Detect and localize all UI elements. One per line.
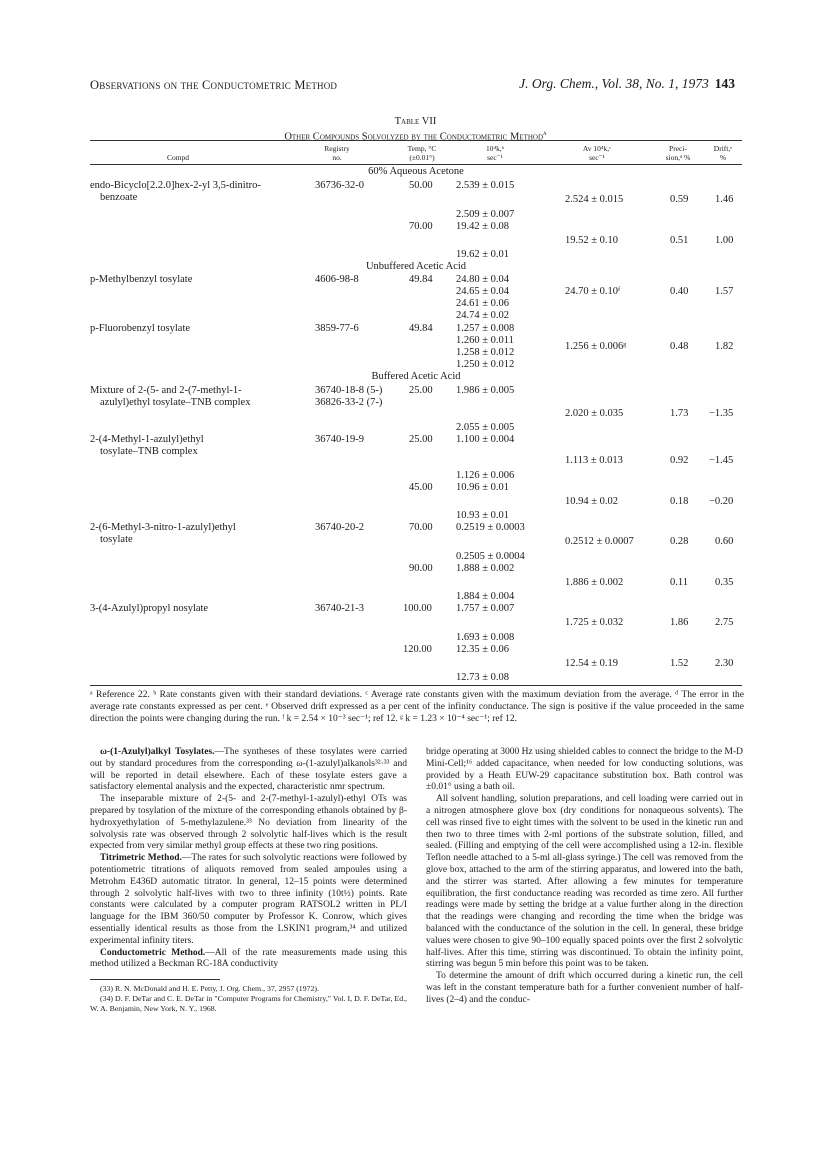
temperature: 49.84: [409, 274, 433, 285]
drift: 1.57: [715, 286, 734, 297]
temperature: 90.00: [409, 563, 433, 574]
col-header-line1: 10⁴k,ᵇ: [485, 144, 505, 153]
drift: 1.46: [715, 194, 734, 205]
registry-no: 4606-98-8: [315, 274, 359, 285]
compound-name: 3-(4-Azulyl)propyl nosylate: [90, 603, 209, 614]
drift: −1.45: [709, 455, 734, 466]
section-heading: Buffered Acetic Acid: [371, 371, 461, 382]
average-rate: 1.725 ± 0.032: [565, 617, 624, 628]
col-header-line1: Preci-: [669, 144, 687, 153]
temperature: 70.00: [409, 221, 433, 232]
temperature: 45.00: [409, 482, 433, 493]
registry-no: 36740-20-2: [315, 522, 364, 533]
drift: 2.75: [715, 617, 734, 628]
precision: 0.51: [670, 235, 689, 246]
paragraph-text: —All of the rate measurements made using this method utilized a Beckman RC-18A conductivity: [90, 947, 407, 970]
rate-constant: 10.96 ± 0.01: [456, 482, 510, 493]
page-number: 143: [714, 76, 735, 91]
col-header-drift: [704, 144, 742, 162]
paragraph: [90, 948, 407, 972]
precision: 1.86: [670, 617, 689, 628]
average-rate: 1.256 ± 0.006ᵍ: [565, 341, 627, 352]
average-rate: 0.2512 ± 0.0007: [565, 536, 634, 547]
table-bottom-rule: [90, 685, 742, 686]
col-header-registry: [312, 144, 362, 162]
average-rate: 2.524 ± 0.015: [565, 194, 624, 205]
right-column: [426, 747, 743, 1007]
col-header-line2: Compd: [166, 153, 190, 162]
registry-no: 36826-33-2 (7-): [315, 397, 383, 408]
rate-constant: 10.93 ± 0.01: [456, 510, 510, 521]
compound-name: Mixture of 2-(5- and 2-(7-methyl-1-: [90, 385, 242, 396]
paragraph-text: —The rates for such solvolytic reactions were followed by potentiometric titrations of aliquots removed from sealed ampoules using a Metrohm E436D automatic titrator. In general, 12–15 points were determined through 2 solvolytic half-lives with two to three infinity (10t½) points. Rate constants were calculated by a computer program RATSOL2 written in PL/I language for the IBM 360/50 computer by Professor K. Conrow, which gives essentially identical results as those from the LSKIN1 program,³⁴ and utilized experimental infinity titers.: [90, 853, 407, 946]
temperature: 100.00: [403, 603, 432, 614]
rate-constant: 2.509 ± 0.007: [456, 209, 515, 220]
rate-constant: 1.986 ± 0.005: [456, 385, 515, 396]
left-column: [90, 747, 407, 1014]
temperature: 50.00: [409, 180, 433, 191]
col-header-line1: Drift,ᵉ: [713, 144, 733, 153]
drift: −0.20: [709, 496, 734, 507]
rate-constant: 0.2519 ± 0.0003: [456, 522, 525, 533]
average-rate: 1.113 ± 0.013: [565, 455, 623, 466]
average-rate: 10.94 ± 0.02: [565, 496, 619, 507]
rate-constant: 1.884 ± 0.004: [456, 591, 515, 602]
precision: 0.40: [670, 286, 689, 297]
drift: −1.35: [709, 408, 734, 419]
col-header-line2: sion,ᵈ %: [665, 153, 691, 162]
data-table: [90, 140, 742, 683]
precision: 0.92: [670, 455, 689, 466]
section-heading: Unbuffered Acetic Acid: [365, 261, 467, 272]
rate-constant: 24.74 ± 0.02: [456, 310, 510, 321]
paragraph-text: —The syntheses of these tosylates were carried out by standard procedures from the corresponding ω-(1-azulyl)alkanols³²·³³ and will be reported in detail elsewhere. Each of these tosylate esters gave a satisfactory elemental analysis and the expected, characteristic nmr spectrum.: [90, 747, 407, 793]
temperature: 70.00: [409, 522, 433, 533]
rate-constant: 24.80 ± 0.04: [456, 274, 510, 285]
compound-name: endo-Bicyclo[2.2.0]hex-2-yl 3,5-dinitro-: [90, 180, 261, 191]
compound-name-cont: azulyl)ethyl tosylate–TNB complex: [100, 397, 251, 408]
table-footnotes: ᵃ Reference 22. ᵇ Rate constants given with their standard deviations. ᶜ Average rate constants given with the maximum deviation from the average. ᵈ The error in the average rate constants expressed as per cent. ᵉ Observed drift expressed as a per cent of the infinity conductance. The sign is positive if the value proceeded in the same direction the points were changing during the run. ᶠ k = 2.54 × 10⁻³ sec⁻¹; ref 12. ᵍ k = 1.23 × 10⁻⁴ sec⁻¹; ref 12.: [90, 690, 744, 724]
references: [90, 984, 407, 1014]
precision: 1.73: [670, 408, 689, 419]
col-header-line2: sec⁻¹: [589, 153, 605, 162]
drift: 2.30: [715, 658, 734, 669]
temperature: 25.00: [409, 434, 433, 445]
table-title-mark: a: [543, 129, 547, 137]
rate-constant: 2.539 ± 0.015: [456, 180, 515, 191]
table-header-rule: [90, 164, 742, 165]
rate-constant: 19.42 ± 0.08: [456, 221, 510, 232]
section-heading: 60% Aqueous Acetone: [368, 166, 464, 177]
col-header-line1: Av 10⁴k,ᶜ: [582, 144, 612, 153]
table-title-text: Other Compounds Solvolyzed by the Conductometric Method: [284, 131, 544, 143]
rate-constant: 1.257 ± 0.008: [456, 323, 515, 334]
rate-constant: 24.65 ± 0.04: [456, 286, 510, 297]
rate-constant: 1.258 ± 0.012: [456, 347, 515, 358]
rate-constant: 1.250 ± 0.012: [456, 359, 515, 370]
precision: 0.48: [670, 341, 689, 352]
rate-constant: 12.73 ± 0.08: [456, 672, 510, 683]
compound-name-cont: tosylate: [100, 534, 133, 545]
drift: 0.35: [715, 577, 734, 588]
average-rate: 1.886 ± 0.002: [565, 577, 624, 588]
rate-constant: 12.35 ± 0.06: [456, 644, 510, 655]
compound-name: 2-(6-Methyl-3-nitro-1-azulyl)ethyl: [90, 522, 236, 533]
col-header-line1: Temp, °C: [407, 144, 437, 153]
col-header-avk: [562, 144, 632, 162]
average-rate: 19.52 ± 0.10: [565, 235, 619, 246]
registry-no: 36736-32-0: [315, 180, 364, 191]
paragraph: [90, 853, 407, 947]
compound-name: p-Fluorobenzyl tosylate: [90, 323, 191, 334]
precision: 1.52: [670, 658, 689, 669]
section-heading: Titrimetric Method.: [100, 853, 182, 864]
reference-33: (33) R. N. McDonald and H. E. Petty, J. Org. Chem., 37, 2957 (1972).: [100, 984, 319, 994]
col-header-temp: [397, 144, 447, 162]
compound-name-cont: tosylate–TNB complex: [100, 446, 198, 457]
compound-name-cont: benzoate: [100, 192, 138, 203]
rate-constant: 1.888 ± 0.002: [456, 563, 515, 574]
paragraph: [90, 747, 407, 794]
paragraph: The inseparable mixture of 2-(5- and 2-(7-methyl-1-azulyl)-ethyl OTs was prepared by tosylation of the mixture of the corresponding ethanols obtained by β-hydroxyethylation of 5-methylazulene.³³ No deviation from linearity of the solvolysis rate was observed through 2 solvolytic half-lives which is the result expected from very similar methyl group effects at these two ring positions.: [90, 794, 407, 852]
col-header-line2: %: [719, 153, 727, 162]
journal-citation: J. Org. Chem., Vol. 38, No. 1, 1973: [519, 76, 709, 91]
rate-constant: 2.055 ± 0.005: [456, 422, 515, 433]
compound-name: p-Methylbenzyl tosylate: [90, 274, 193, 285]
rate-constant: 0.2505 ± 0.0004: [456, 551, 525, 562]
section-heading: Conductometric Method.: [100, 947, 206, 958]
reference-34: (34) D. F. DeTar and C. E. DeTar in "Computer Programs for Chemistry," Vol. I, D. F. DeTar, Ed., W. A. Benjamin, New York, N. Y., 1968.: [90, 994, 407, 1014]
registry-no: 36740-21-3: [315, 603, 364, 614]
temperature: 49.84: [409, 323, 433, 334]
rate-constant: 1.757 ± 0.007: [456, 603, 515, 614]
col-header-precision: [658, 144, 698, 162]
paragraph: To determine the amount of drift which occurred during a kinetic run, the cell was left in the constant temperature bath for a further convenient number of half-lives (2–4) and the conduc-: [426, 971, 743, 1005]
col-header-line2: (±0.01°): [409, 153, 435, 162]
col-header-k: [470, 144, 520, 162]
drift: 1.00: [715, 235, 734, 246]
compound-name: 2-(4-Methyl-1-azulyl)ethyl: [90, 434, 204, 445]
running-header-right: [519, 76, 735, 92]
rate-constant: 1.126 ± 0.006: [456, 470, 515, 481]
col-header-compd: [148, 153, 208, 162]
precision: 0.28: [670, 536, 689, 547]
temperature: 25.00: [409, 385, 433, 396]
rate-constant: 24.61 ± 0.06: [456, 298, 510, 309]
temperature: 120.00: [403, 644, 432, 655]
drift: 0.60: [715, 536, 734, 547]
running-header-left: Observations on the Conductometric Method: [90, 78, 338, 92]
paragraph: All solvent handling, solution preparations, and cell loading were carried out in a nitrogen atmosphere glove box (dry conditions for nonaqueous solvents). The cell was rinsed five to eight times with the solvent to be used in the kinetic run and then two to three times with 2-ml portions of the substrate solution, filled, and sealed. (Filling and emptying of the cell were accomplished using a 12-in. flexible Teflon needle attached to a 5-ml all-glass syringe.) The cell was removed from the glove box, attached to the arm of the stirring apparatus, and lowered into the bath, and the stirrer was started. After allowing a few minutes for temperature equilibration, the first conductance reading was recorded as time zero. All further readings were made by setting the bridge at a value further along in the direction that the readings were changing and recording the time when the bridge was balanced with the conductance of the solution in the cell. In general, these bridge values were chosen to give 90–100 equally spaced points over the first 2 solvolytic half-lives. After this time, stirring was discontinued. To obtain the infinity point, stirring was begun 5 min before this point was to be taken.: [426, 794, 743, 970]
registry-no: 36740-18-8 (5-): [315, 385, 383, 396]
registry-no: 3859-77-6: [315, 323, 359, 334]
average-rate: 2.020 ± 0.035: [565, 408, 624, 419]
table-number: Table VII: [394, 116, 437, 127]
average-rate: 24.70 ± 0.10ᶠ: [565, 286, 621, 297]
precision: 0.59: [670, 194, 689, 205]
rate-constant: 19.62 ± 0.01: [456, 249, 510, 260]
paragraph: bridge operating at 3000 Hz using shielded cables to connect the bridge to the M-D Mini-Cell;¹⁶ added capacitance, when needed for low conducting solutions, was provided by a Heath EUW-29 capacitance substitution box. Bath control was ±0.01° using a bath oil.: [426, 747, 743, 793]
rate-constant: 1.100 ± 0.004: [456, 434, 515, 445]
registry-no: 36740-19-9: [315, 434, 364, 445]
rate-constant: 1.693 ± 0.008: [456, 632, 515, 643]
drift: 1.82: [715, 341, 734, 352]
col-header-line2: no.: [332, 153, 342, 162]
col-header-line2: sec⁻¹: [487, 153, 503, 162]
precision: 0.11: [670, 577, 688, 588]
rate-constant: 1.260 ± 0.011: [456, 335, 514, 346]
table-top-rule: [90, 140, 742, 141]
section-heading: ω-(1-Azulyl)alkyl Tosylates.: [100, 747, 215, 757]
col-header-line1: Registry: [324, 144, 350, 153]
precision: 0.18: [670, 496, 689, 507]
average-rate: 12.54 ± 0.19: [565, 658, 619, 669]
